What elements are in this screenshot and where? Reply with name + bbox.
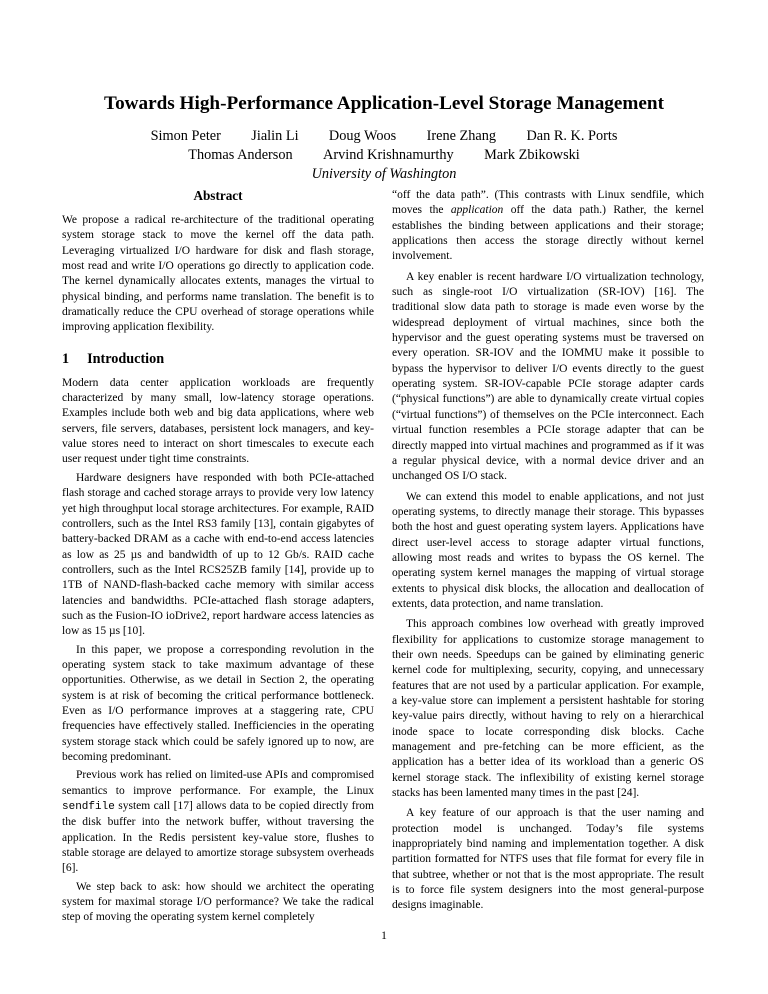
paragraph: We can extend this model to enable applications, and not just operating systems, to directly manage their storage. This bypasses both the host and guest operating system layers. Applications have direct user-level access to storage adapter virtual functions, allowing most reads and writes to bypass the OS kernel. The operating system kernel manages the mapping of virtual storage extents to physical disk blocks, the allocation and deallocation of extents, data protection, and name translation. (392, 490, 704, 610)
section-number: 1 (62, 350, 70, 367)
author-name: Arvind Krishnamurthy (323, 147, 454, 163)
author-name: Simon Peter (150, 128, 221, 144)
paper-title: Towards High-Performance Application-Level Storage Management (104, 93, 664, 114)
author-name: Thomas Anderson (188, 147, 293, 163)
affiliation: University of Washington (311, 166, 457, 182)
author-name: Irene Zhang (426, 128, 497, 144)
paragraph (62, 768, 374, 876)
paragraph: This approach combines low overhead with greatly improved flexibility for applications to customize storage management to their own needs. Speedups can be gained by eliminating generic kernel code for multiplexing, security, copying, and unnecessary features that are not used by a particular application. For example, a key-value store can implement a persistent hashtable for storing key-value pairs directly, without having to rely on a hierarchical inode space to locate corresponding disk blocks. Cache management and pre-fetching can be more efficient, as the application has a better idea of its workload than a generic OS kernel storage stack. The inflexibility of existing kernel storage stacks has been lamented many times in the past [24]. (392, 618, 704, 800)
right-column (392, 188, 704, 914)
affiliation-row (0, 165, 768, 184)
left-column (62, 188, 374, 926)
abstract-text: We propose a radical re-architecture of the traditional operating system storage stack to move the kernel off the data path. Leveraging virtualized I/O hardware for disk and flash storage, most read and write I/O operations go directly to application code. The kernel dynamically allocates extents, manages the virtual to physical binding, and performs name translation. The benefit is to dramatically reduce the CPU overhead of storage operations while improving application flexibility. (62, 214, 374, 334)
author-name: Doug Woos (328, 128, 397, 144)
author-row-1 (0, 127, 768, 146)
paragraph-text: Previous work has relied on limited-use APIs and compromised semantics to improve performance. For example, the Linux (62, 769, 374, 797)
paragraph-text: system call [17] allows data to be copied directly from the disk buffer into the network buffer, without traversing the application. In the Redis persistent key-value store, flushes to stable storage are delayed to amortize storage subsystem overheads [6]. (62, 800, 374, 875)
section-heading (62, 350, 374, 368)
paragraph (392, 188, 704, 265)
author-name: Jialin Li (251, 128, 299, 144)
paragraph: A key feature of our approach is that the user naming and protection model is unchanged. Today’s file systems inappropriately bind naming and implementation together. A disk partition formatted for NTFS uses that file format for every file in that subtree, whether or not that is the most appropriate. The result is to force file system designers into the most general-purpose designs imaginable. (392, 807, 704, 912)
emphasis: application (450, 204, 504, 217)
abstract-heading: Abstract (193, 188, 243, 203)
author-name: Mark Zbikowski (484, 147, 580, 163)
paragraph: We step back to ask: how should we architect the operating system for maximal storage I/O performance? We take the radical step of moving the operating system kernel completely (62, 880, 374, 924)
paragraph: A key enabler is recent hardware I/O virtualization technology, such as single-root I/O virtualization (SR-IOV) [16]. The traditional slow data path to storage is made even worse by the widespread deployment of virtual machines, since both the hypervisor and the guest operating systems must be traversed on every operation. SR-IOV and the IOMMU make it possible to bypass the hypervisor to deliver I/O events directly to the guest operating system. SR-IOV-capable PCIe storage adapter cards (“physical functions”) are able to dynamically create virtual copies (“virtual functions”) of themselves on the PCIe interconnect. Each virtual function resembles a PCIe storage adapter that can be directly mapped into virtual machines and programmed as if it was a regular physical device, with a normal device driver and an unchanged OS I/O stack. (392, 270, 704, 483)
inline-code: sendfile (62, 801, 115, 814)
author-block (0, 127, 768, 184)
paragraph: In this paper, we propose a corresponding revolution in the operating system stack to take maximum advantage of these opportunities. Otherwise, as we detail in Section 2, the operating system is at risk of becoming the critical performance bottleneck. Even as I/O performance improves at a staggering rate, CPU frequencies have effectively stalled. Inefficiencies in the operating system storage stack which could be safely ignored up to now, are becoming predominant. (62, 643, 374, 763)
paragraph-text: off the data path.) Rather, the kernel establishes the binding between applications and their storage; applications then access the storage directly without kernel involvement. (392, 204, 705, 263)
author-name: Dan R. K. Ports (526, 128, 618, 144)
page-number: 1 (381, 930, 387, 942)
paragraph: Modern data center application workloads are frequently characterized by many small, low-latency storage operations. Examples include both web and big data applications, where web servers, file servers, databases, persistent lock managers, and key-value stores need to interact on short timescales to execute each user request under tight time constraints. (62, 376, 374, 466)
paragraph: Hardware designers have responded with both PCIe-attached flash storage and cached storage arrays to provide very low latency yet high throughput local storage architectures. For example, RAID controllers, such as the Intel RS3 family [13], contain gigabytes of battery-backed DRAM as a cache with end-to-end access latencies as low as 25 µs and bandwidth of up to 12 Gb/s. RAID cache controllers, such as the Intel RCS25ZB family [14], provide up to 1TB of NAND-flash-backed cache memory with similar access latencies and bandwidths. PCIe-attached flash storage adapters, such as the Fusion-IO ioDrive2, report hardware access latencies as low as 15 µs [10]. (62, 471, 374, 638)
paragraph-text: “off the data path”. (This contrasts with Linux sendfile, which moves the (392, 189, 704, 217)
section-title: Introduction (87, 350, 165, 367)
author-row-2 (0, 146, 768, 165)
